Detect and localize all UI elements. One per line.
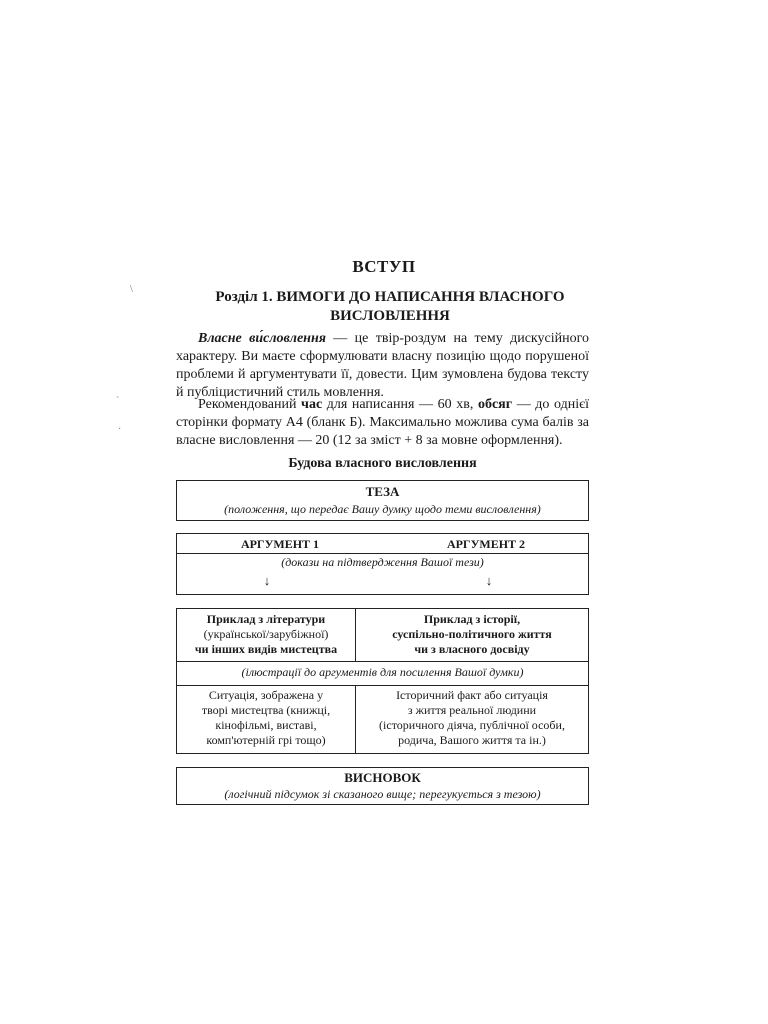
- divider: [177, 553, 588, 554]
- term-definition: Власне ви́словлення: [198, 331, 326, 346]
- title-line: суспільно-політичного життя: [392, 627, 552, 641]
- arguments-box: [176, 533, 589, 595]
- title-line: Приклад з літератури: [206, 612, 326, 626]
- section-title-line2: ВИСЛОВЛЕННЯ: [330, 308, 450, 324]
- desc-line: родича, Вашого життя та ін.): [398, 733, 546, 747]
- desc-line: комп'ютерній грі тощо): [206, 733, 326, 747]
- arrow-down-icon: ↓: [263, 573, 271, 588]
- intro-paragraph: [176, 330, 589, 402]
- scheme-title: Будова власного висловлення: [288, 456, 477, 471]
- thesis-label: ТЕЗА: [365, 484, 400, 499]
- req-text: для написання — 60 хв,: [322, 397, 478, 412]
- intro-text: — це твір-роздум на тему дискусійного характеру. Ви маєте сформулювати власну позицію щодо порушеної проблеми й аргументувати її, довести. Цим зумовлена будова тексту й публіцистичний стиль мовлення.: [176, 331, 589, 400]
- examples-box: [176, 608, 589, 754]
- divider: [177, 685, 588, 686]
- desc-line: Ситуація, зображена у: [208, 688, 324, 702]
- req-text: Рекомендований: [198, 397, 302, 412]
- req-text: — до однієї сторінки формату А4 (бланк Б). Максимально можлива сума балів за власне висловлення — 20 (12 за зміст + 8 за мовне оформлення).: [176, 397, 590, 448]
- literature-example-desc: [177, 688, 355, 748]
- thesis-box: [176, 480, 589, 521]
- desc-line: (історичного діяча, публічної особи,: [379, 718, 565, 732]
- argument-2-label: АРГУМЕНТ 2: [446, 537, 526, 551]
- history-example-title: [356, 612, 588, 657]
- title-line: (української/зарубіжної): [203, 627, 329, 641]
- thesis-note: (положення, що передає Вашу думку щодо теми висловлення): [224, 502, 541, 516]
- req-volume: обсяг: [477, 397, 513, 412]
- desc-line: творі мистецтва (книжці,: [201, 703, 331, 717]
- arrow-down-icon: ↓: [485, 573, 493, 588]
- margin-mark: `: [116, 396, 120, 407]
- margin-mark: \: [130, 284, 133, 295]
- section-title: [180, 288, 600, 326]
- margin-mark: ·: [118, 424, 122, 435]
- desc-line: з життя реальної людини: [407, 703, 537, 717]
- conclusion-label: ВИСНОВОК: [344, 770, 421, 785]
- title-line: Приклад з історії,: [423, 612, 521, 626]
- history-example-desc: [356, 688, 588, 748]
- desc-line: кінофільмі, виставі,: [215, 718, 317, 732]
- title-line: чи інших видів мистецтва: [194, 642, 338, 656]
- req-time: час: [301, 397, 323, 412]
- page-heading: ВСТУП: [352, 257, 416, 276]
- title-line: чи з власного досвіду: [414, 642, 530, 656]
- conclusion-box: [176, 767, 589, 805]
- divider: [177, 661, 588, 662]
- examples-note: (ілюстрації до аргументів для посилення Вашої думки): [241, 665, 524, 679]
- arguments-note: (докази на підтвердження Вашої тези): [281, 555, 484, 569]
- literature-example-title: [177, 612, 355, 657]
- requirements-paragraph: [176, 396, 589, 450]
- argument-1-label: АРГУМЕНТ 1: [240, 537, 320, 551]
- section-title-line1: Розділ 1. ВИМОГИ ДО НАПИСАННЯ ВЛАСНОГО: [215, 289, 565, 305]
- conclusion-note: (логічний підсумок зі сказаного вище; перегукується з тезою): [224, 787, 541, 801]
- desc-line: Історичний факт або ситуація: [396, 688, 548, 702]
